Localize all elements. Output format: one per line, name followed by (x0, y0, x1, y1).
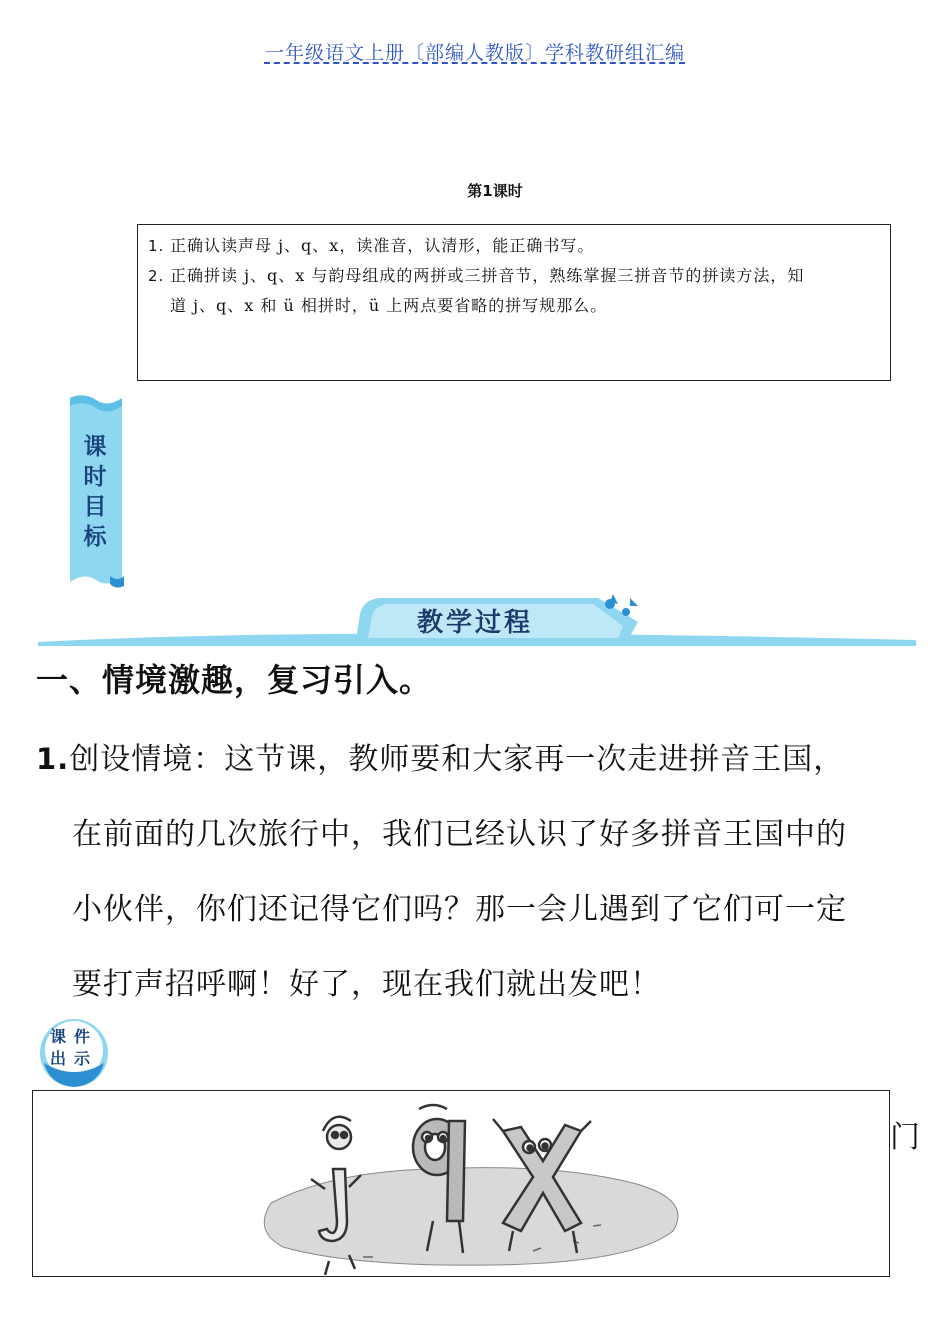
page-header (0, 38, 950, 65)
objective-item (148, 231, 878, 261)
paragraph-line: 要打声招呼啊！好了，现在我们就出发吧！ (72, 967, 661, 1002)
paragraph-line: 1.创设情境：这节课，教师要和大家再一次走进拼音王国， (36, 742, 845, 777)
objective-text: 正确认读声母 j、q、x，读准音，认清形，能正确书写。 (170, 236, 595, 255)
jqx-characters-illustration (33, 1091, 888, 1275)
paragraph-number: 1. (36, 742, 70, 776)
illustration-frame (32, 1090, 890, 1277)
objective-item-continued (148, 291, 878, 321)
section-banner-label: 教学过程 (416, 608, 533, 638)
objective-item (148, 261, 878, 291)
ribbon-label: 课 时 目 标 (83, 434, 107, 550)
lesson-title: 第1课时 (467, 182, 523, 200)
paragraph-line: 小伙伴，你们还记得它们吗？那一会儿遇到了它们可一定 (72, 892, 847, 927)
paragraph (36, 722, 926, 1022)
paragraph-line: 在前面的几次旅行中，我们已经认识了好多拼音王国中的 (72, 817, 847, 852)
page-header-text: 一年级语文上册〔部编人教版〕学科教研组汇编 (264, 42, 685, 64)
overflow-text: 门 (890, 1120, 920, 1155)
section-heading: 一、情境激趣，复习引入。 (36, 661, 433, 699)
objective-text: 正确拼读 j、q、x 与韵母组成的两拼或三拼音节，熟练掌握三拼音节的拼读方法，知 (170, 266, 805, 285)
objective-number: 1. (148, 237, 165, 255)
objective-text: 道 j、q、x 和 ü 相拼时，ü 上两点要省略的拼写规那么。 (170, 296, 608, 315)
objective-number: 2. (148, 267, 165, 285)
courseware-badge-label: 课件 出示 (49, 1027, 98, 1068)
objectives-box (137, 224, 891, 381)
